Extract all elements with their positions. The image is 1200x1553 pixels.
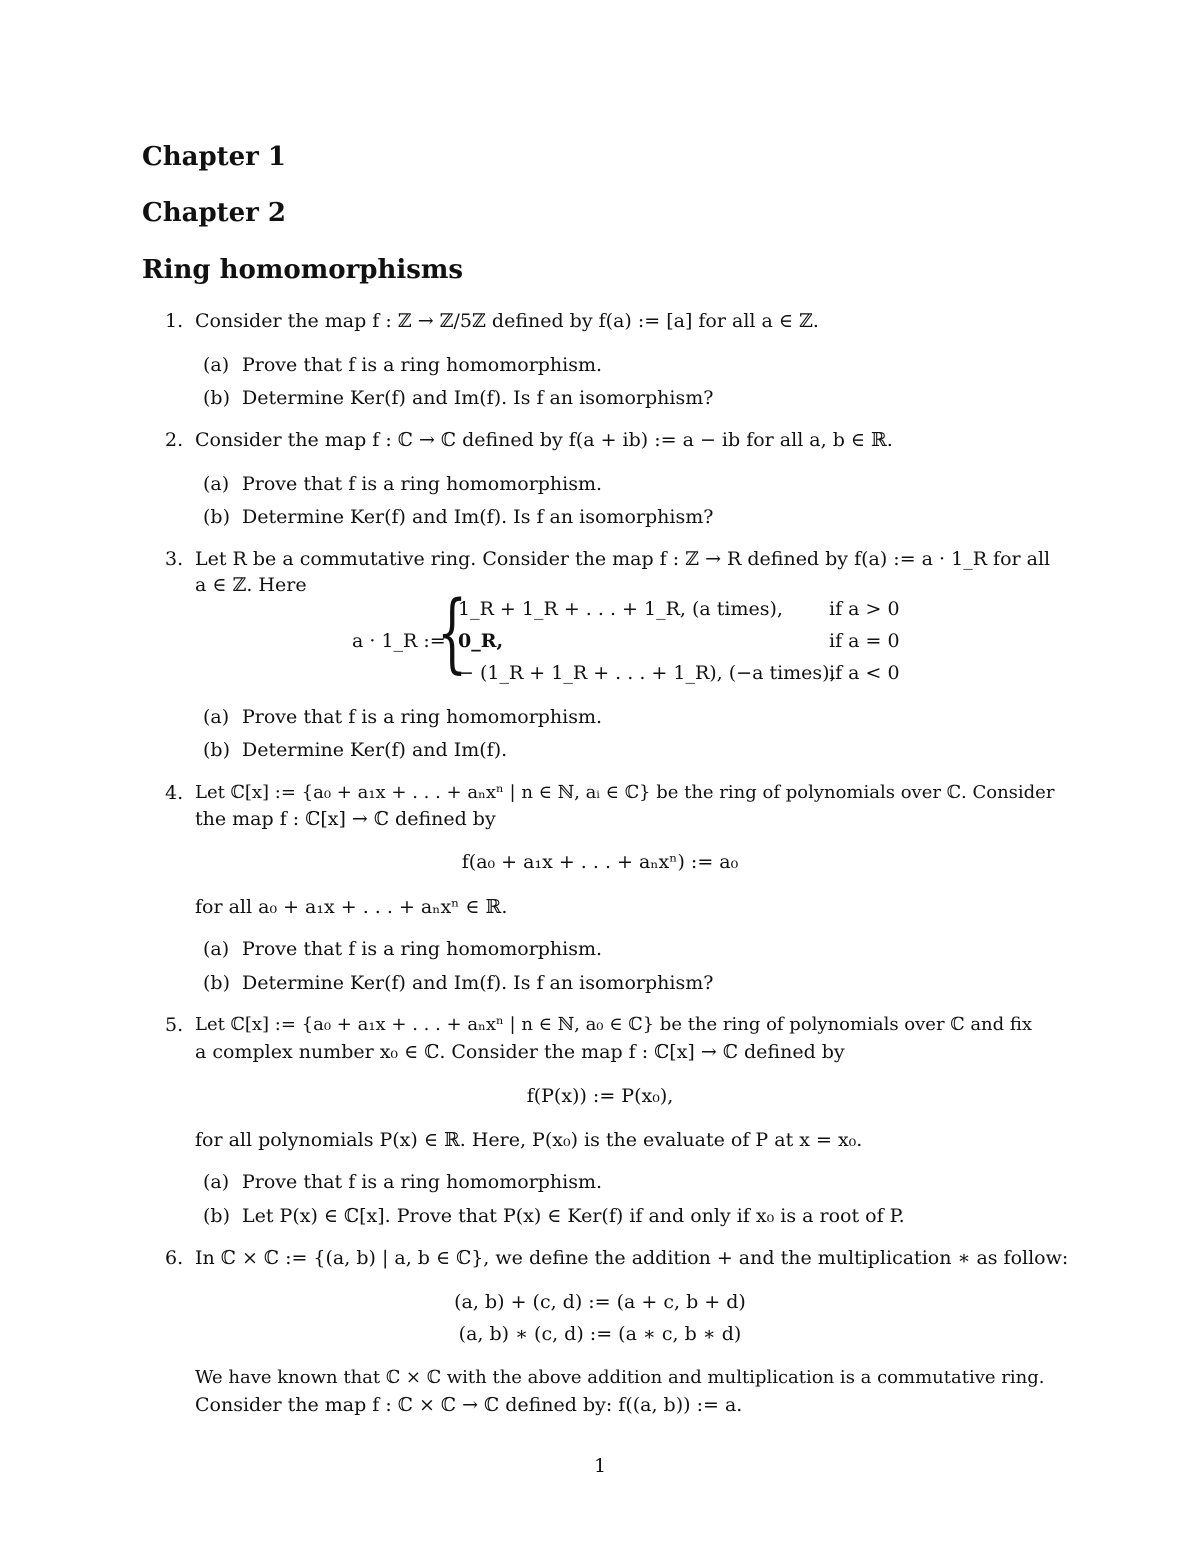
problem-text: a complex number x₀ ∈ ℂ. Consider the map f : ℂ[x] → ℂ defined by	[195, 1041, 845, 1063]
problem-text: Consider the map f : ℂ → ℂ defined by f(a + ib) := a − ib for all a, b ∈ ℝ.	[195, 429, 893, 451]
display-equation: f(a₀ + a₁x + . . . + aₙxⁿ) := a₀	[461, 851, 739, 873]
part-text: Prove that f is a ring homomorphism.	[242, 706, 603, 728]
part-label: (a)	[203, 473, 230, 495]
part-text: Prove that f is a ring homomorphism.	[242, 938, 603, 960]
part-label: (a)	[203, 354, 230, 376]
problem-text: Let ℂ[x] := {a₀ + a₁x + . . . + aₙxⁿ | n ∈ ℕ, aᵢ ∈ ℂ} be the ring of polynomials over ℂ. Consider	[195, 782, 1055, 803]
case-expression: 0_R,	[458, 630, 504, 652]
chapter-2-heading: Chapter 2	[142, 198, 287, 228]
problem-number: 5.	[165, 1014, 184, 1036]
display-equation: f(P(x)) := P(x₀),	[526, 1085, 674, 1107]
problem-number: 3.	[165, 548, 184, 570]
problem-number: 1.	[165, 310, 184, 332]
problem-text: a ∈ ℤ. Here	[195, 574, 307, 596]
page-number: 1	[593, 1455, 607, 1477]
part-label: (b)	[203, 506, 230, 528]
case-expression: 1_R + 1_R + . . . + 1_R, (a times),	[458, 598, 783, 620]
problem-number: 6.	[165, 1247, 184, 1269]
problem-text: We have known that ℂ × ℂ with the above addition and multiplication is a commutative ring.	[195, 1367, 1045, 1388]
problem-number: 4.	[165, 782, 184, 804]
part-label: (a)	[203, 706, 230, 728]
case-condition: if a = 0	[829, 630, 900, 652]
section-heading: Ring homomorphisms	[142, 255, 464, 285]
part-text: Prove that f is a ring homomorphism.	[242, 1171, 603, 1193]
part-label: (a)	[203, 938, 230, 960]
problem-text: for all a₀ + a₁x + . . . + aₙxⁿ ∈ ℝ.	[195, 896, 508, 918]
display-equation: (a, b) + (c, d) := (a + c, b + d)	[454, 1291, 746, 1313]
problem-number: 2.	[165, 429, 184, 451]
part-text: Determine Ker(f) and Im(f). Is f an isomorphism?	[242, 387, 714, 409]
part-text: Let P(x) ∈ ℂ[x]. Prove that P(x) ∈ Ker(f) if and only if x₀ is a root of P.	[242, 1205, 905, 1227]
problem-text: Let ℂ[x] := {a₀ + a₁x + . . . + aₙxⁿ | n ∈ ℕ, a₀ ∈ ℂ} be the ring of polynomials over ℂ and fix	[195, 1014, 1033, 1035]
part-label: (b)	[203, 387, 230, 409]
case-condition: if a < 0	[829, 662, 900, 684]
case-expression: − (1_R + 1_R + . . . + 1_R), (−a times),	[458, 662, 836, 684]
part-label: (a)	[203, 1171, 230, 1193]
part-text: Prove that f is a ring homomorphism.	[242, 473, 603, 495]
chapter-1-heading: Chapter 1	[142, 142, 287, 172]
part-text: Determine Ker(f) and Im(f). Is f an isomorphism?	[242, 506, 714, 528]
problem-text: for all polynomials P(x) ∈ ℝ. Here, P(x₀) is the evaluate of P at x = x₀.	[195, 1129, 863, 1151]
part-label: (b)	[203, 739, 230, 761]
case-condition: if a > 0	[829, 598, 900, 620]
part-label: (b)	[203, 1205, 230, 1227]
problem-text: the map f : ℂ[x] → ℂ defined by	[195, 808, 496, 830]
part-text: Prove that f is a ring homomorphism.	[242, 354, 603, 376]
problem-text: Consider the map f : ℤ → ℤ/5ℤ defined by f(a) := [a] for all a ∈ ℤ.	[195, 310, 819, 332]
part-label: (b)	[203, 972, 230, 994]
display-equation: (a, b) ∗ (c, d) := (a ∗ c, b ∗ d)	[458, 1323, 742, 1345]
problem-text: Let R be a commutative ring. Consider the map f : ℤ → R defined by f(a) := a · 1_R for all	[195, 548, 1051, 570]
problem-text: In ℂ × ℂ := {(a, b) | a, b ∈ ℂ}, we define the addition + and the multiplication ∗ as follow:	[195, 1247, 1069, 1269]
part-text: Determine Ker(f) and Im(f).	[242, 739, 508, 761]
cases-lhs: a · 1_R :=	[352, 630, 446, 652]
left-brace: {	[437, 583, 468, 683]
problem-text: Consider the map f : ℂ × ℂ → ℂ defined by: f((a, b)) := a.	[195, 1394, 743, 1416]
part-text: Determine Ker(f) and Im(f). Is f an isomorphism?	[242, 972, 714, 994]
